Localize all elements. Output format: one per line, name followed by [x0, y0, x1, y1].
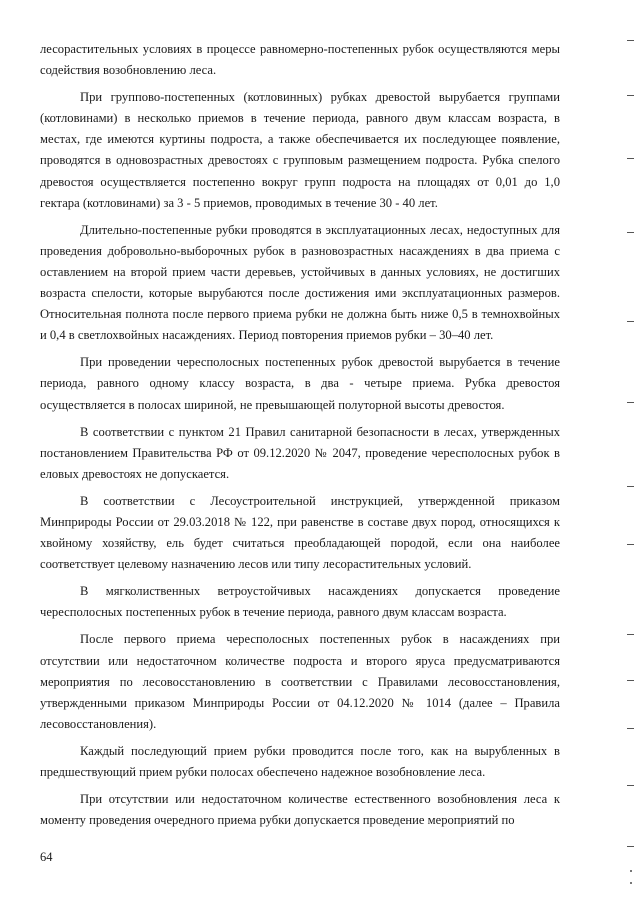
paragraph: лесорастительных условиях в процессе равномерно-постепенных рубок осуществляются меры содействия возобновлению леса. — [40, 42, 560, 78]
page-number: 64 — [40, 850, 53, 864]
paragraph: После первого приема чересполосных постепенных рубок в насаждениях при отсутствии или недостаточном количестве подроста и второго яруса предусматриваются мероприятия по лесовосстановлению в соответствии с Правилами лесовосстановления, утвержденными приказом Минприроды России от 04.12.2020 № 1014 (далее – Правила лесовосстановления). — [40, 632, 560, 731]
paragraph: При проведении чересполосных постепенных рубок древостой вырубается в течение периода, равного одному классу возраста, в два - четыре приема. Рубка древостоя осуществляется в полосах шириной, не превышающей полуторной высоты древостоя. — [40, 355, 560, 412]
paragraph: В соответствии с пунктом 21 Правил санитарной безопасности в лесах, утвержденных постановлением Правительства РФ от 09.12.2020 № 2047, проведение чересполосных рубок в еловых древостоях не допускается. — [40, 424, 560, 481]
scan-edge-mark — [627, 40, 634, 41]
paragraph: В мягколиственных ветроустойчивых насаждениях допускается проведение чересполосных постепенных рубок в течение периода, равного двум классам возраста. — [40, 584, 560, 620]
scan-edge-mark — [627, 728, 634, 729]
paragraph: При группово-постепенных (котловинных) рубках древостой вырубается группами (котловинами) в несколько приемов в течение периода, равного двум классам возраста, в местах, где имеются куртины подроста, а также обеспечивается их последующее появление, проводятся в одновозрастных древостоях с групповым размещением подроста. Рубка спелого древостоя осуществляется постепенно вокруг групп подроста на площадях от 0,01 до 1,0 гектара (котловинами) за 3 - 5 приемов, проводимых в течение 30 - 40 лет. — [40, 90, 560, 210]
scan-edge-mark — [627, 402, 634, 403]
scan-edge-mark — [627, 785, 634, 786]
scan-edge-mark — [627, 544, 634, 545]
scan-edge-mark — [627, 486, 634, 487]
text-body — [40, 39, 560, 837]
paragraph: В соответствии с Лесоустроительной инструкцией, утвержденной приказом Минприроды России от 29.03.2018 № 122, при равенстве в составе двух пород, относящихся к хвойному хозяйству, ель будет считаться преобладающей породой, если она наиболее соответствует целевому назначению лесов или типу лесорастительных условий. — [40, 493, 560, 572]
scan-edge-dot — [630, 882, 632, 884]
paragraph: При отсутствии или недостаточном количестве естественного возобновления леса к моменту проведения очередного приема рубки допускается проведение мероприятий по — [40, 792, 560, 828]
paragraph: Длительно-постепенные рубки проводятся в эксплуатационных лесах, недоступных для проведения добровольно-выборочных рубок в разновозрастных насаждениях в два приема с оставлением на второй прием части деревьев, устойчивых в данных условиях, не достигших возраста спелости, которые вырубаются после достижения ими эксплуатационных размеров. Относительная полнота после первого приема рубки не должна быть ниже 0,5 в темнохвойных и 0,4 в светлохвойных насаждениях. Период повторения приемов рубки – 30–40 лет. — [40, 222, 560, 343]
scan-edge-mark — [627, 634, 634, 635]
scan-edge-mark — [627, 95, 634, 96]
scan-edge-dot — [630, 870, 632, 872]
scan-edge-mark — [627, 158, 634, 159]
scan-edge-mark — [627, 846, 634, 847]
paragraph: Каждый последующий прием рубки проводится после того, как на вырубленных в предшествующий прием рубки полосах обеспечено надежное возобновление леса. — [40, 743, 560, 779]
scan-edge-mark — [627, 232, 634, 233]
scan-edge-mark — [627, 321, 634, 322]
scan-edge-mark — [627, 680, 634, 681]
